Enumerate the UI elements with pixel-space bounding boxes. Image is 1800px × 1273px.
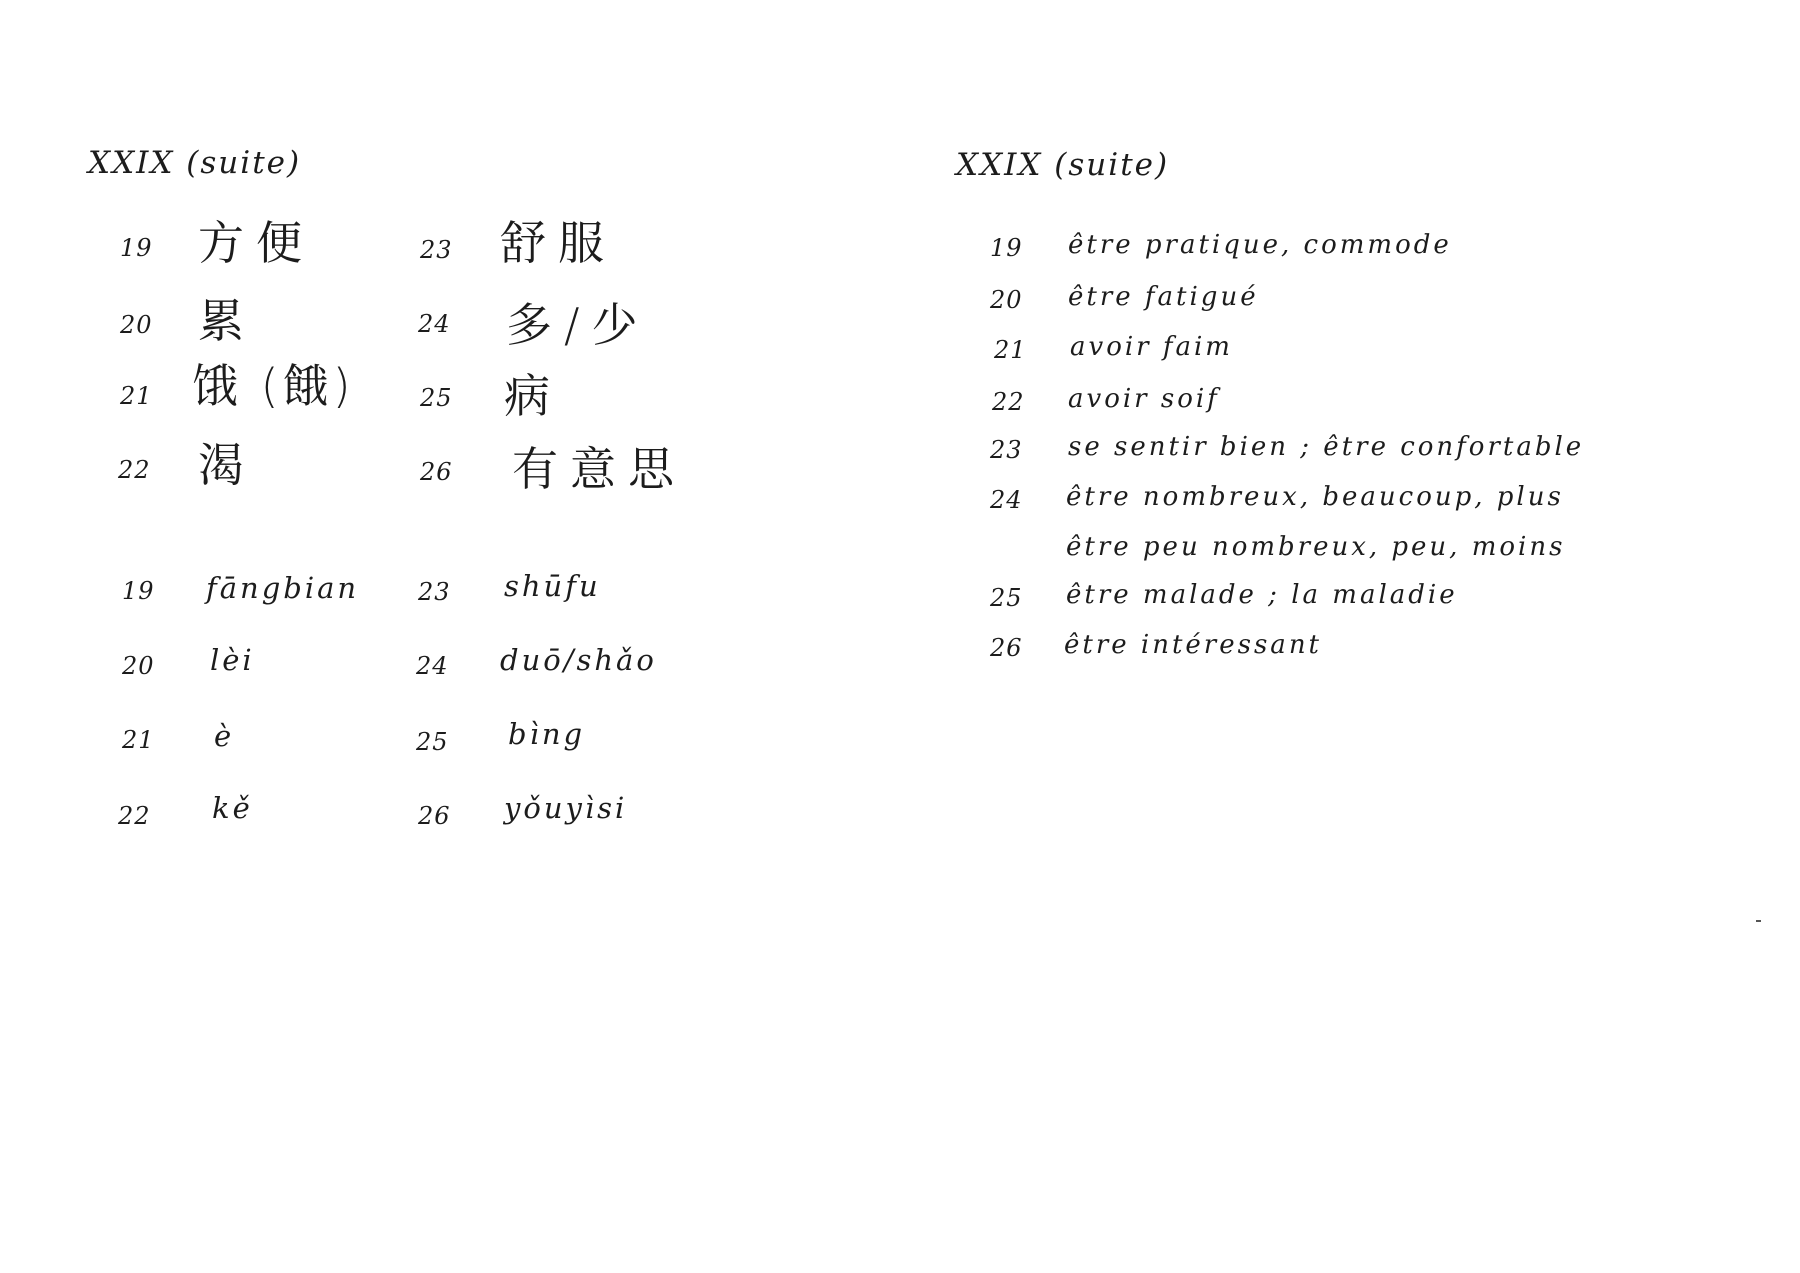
translation-number: 19 — [990, 234, 1023, 262]
pinyin-term: shūfu — [504, 569, 601, 603]
pinyin-term: bìng — [508, 717, 586, 751]
hanzi-number: 26 — [420, 458, 453, 486]
translation-text: avoir soif — [1068, 384, 1220, 414]
hanzi-number: 22 — [118, 456, 151, 484]
hanzi-number: 24 — [418, 310, 451, 338]
scan-speck — [1756, 920, 1761, 922]
hanzi-number: 19 — [120, 234, 153, 262]
hanzi-term: 方便 — [198, 216, 314, 270]
translation-text: être malade ; la maladie — [1066, 580, 1458, 610]
translation-number: 20 — [990, 286, 1023, 314]
translation-text: être fatigué — [1068, 282, 1259, 312]
translation-text: être peu nombreux, peu, moins — [1066, 532, 1566, 562]
translation-number: 23 — [990, 436, 1023, 464]
hanzi-number: 25 — [420, 384, 453, 412]
left-title: XXIX (suite) — [88, 145, 302, 181]
translation-text: se sentir bien ; être confortable — [1068, 432, 1585, 462]
hanzi-number: 20 — [120, 311, 153, 339]
hanzi-number: 23 — [420, 236, 453, 264]
pinyin-number: 20 — [122, 652, 155, 680]
hanzi-term: 多/少 — [506, 298, 650, 352]
pinyin-number: 22 — [118, 802, 151, 830]
hanzi-term: 累 — [198, 294, 256, 348]
translation-text: être intéressant — [1064, 630, 1323, 660]
pinyin-term: è — [214, 719, 235, 753]
translation-text: avoir faim — [1070, 332, 1233, 362]
translation-number: 26 — [990, 634, 1023, 662]
pinyin-term: kě — [212, 791, 253, 825]
pinyin-number: 19 — [122, 577, 155, 605]
hanzi-number: 21 — [120, 382, 153, 410]
pinyin-number: 26 — [418, 802, 451, 830]
right-title: XXIX (suite) — [956, 147, 1170, 183]
hanzi-term: 病 — [504, 369, 562, 423]
pinyin-number: 24 — [416, 652, 449, 680]
translation-number: 24 — [990, 486, 1023, 514]
pinyin-term: lèi — [210, 643, 255, 677]
pinyin-number: 25 — [416, 728, 449, 756]
translation-number: 22 — [992, 388, 1025, 416]
hanzi-term: 舒服 — [500, 216, 616, 270]
translation-text: être nombreux, beaucoup, plus — [1066, 482, 1564, 512]
hanzi-term: 饿 (餓) — [192, 359, 355, 413]
pinyin-term: fāngbian — [206, 571, 360, 605]
translation-number: 25 — [990, 584, 1023, 612]
hanzi-term: 有意思 — [512, 442, 686, 496]
pinyin-term: yǒuyìsi — [504, 791, 628, 825]
pinyin-number: 23 — [418, 578, 451, 606]
translation-text: être pratique, commode — [1068, 230, 1452, 260]
translation-number: 21 — [994, 336, 1027, 364]
hanzi-term: 渴 — [198, 438, 256, 492]
pinyin-term: duō/shǎo — [500, 643, 657, 677]
pinyin-number: 21 — [122, 726, 155, 754]
